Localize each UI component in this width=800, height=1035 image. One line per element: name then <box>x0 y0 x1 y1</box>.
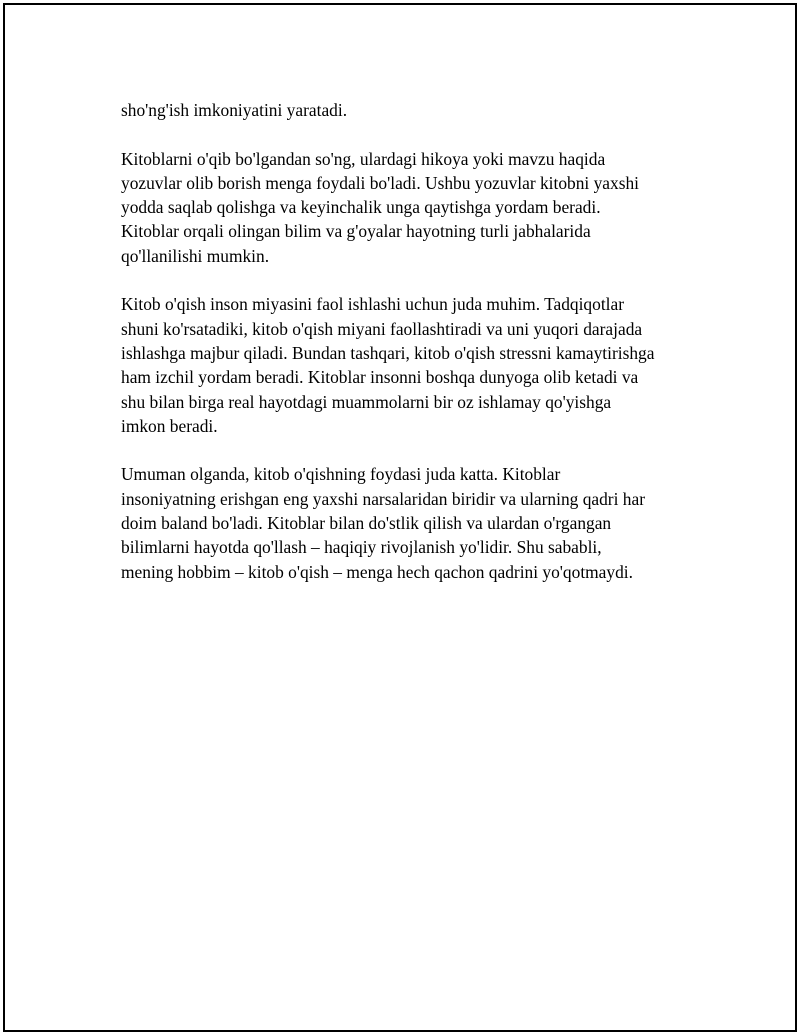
paragraph-3 <box>121 292 711 438</box>
paragraph-1 <box>121 98 711 122</box>
text-line: qo'llanilishi mumkin. <box>121 245 270 266</box>
text-line: Kitob o'qish inson miyasini faol ishlashi uchun juda muhim. Tadqiqotlar <box>121 294 624 315</box>
text-line: insoniyatning erishgan eng yaxshi narsalaridan biridir va ularning qadri har <box>121 488 645 509</box>
paragraph-2 <box>121 147 711 268</box>
text-line: imkon beradi. <box>121 415 218 436</box>
text-line: ishlashga majbur qiladi. Bundan tashqari, kitob o'qish stressni kamaytirishga <box>121 342 655 363</box>
text-line: doim baland bo'ladi. Kitoblar bilan do'stlik qilish va ulardan o'rgangan <box>121 513 612 534</box>
text-line: Kitoblarni o'qib bo'lgandan so'ng, ulardagi hikoya yoki mavzu haqida <box>121 148 606 169</box>
document-body <box>121 98 711 608</box>
text-line: yodda saqlab qolishga va keyinchalik unga qaytishga yordam beradi. <box>121 197 601 218</box>
text-line: ham izchil yordam beradi. Kitoblar insonni boshqa dunyoga olib ketadi va <box>121 367 639 388</box>
page-border <box>3 3 797 1032</box>
text-line: Kitoblar orqali olingan bilim va g'oyalar hayotning turli jabhalarida <box>121 221 591 242</box>
text-line: shuni ko'rsatadiki, kitob o'qish miyani faollashtiradi va uni yuqori darajada <box>121 318 643 339</box>
paragraph-4 <box>121 462 711 583</box>
text-line: mening hobbim – kitob o'qish – menga hech qachon qadrini yo'qotmaydi. <box>121 561 633 582</box>
text-line: bilimlarni hayotda qo'llash – haqiqiy rivojlanish yo'lidir. Shu sababli, <box>121 537 602 558</box>
text-line: Umuman olganda, kitob o'qishning foydasi juda katta. Kitoblar <box>121 464 561 485</box>
text-line: shu bilan birga real hayotdagi muammolarni bir oz ishlamay qo'yishga <box>121 391 612 412</box>
text-line: sho'ng'ish imkoniyatini yaratadi. <box>121 100 348 120</box>
text-line: yozuvlar olib borish menga foydali bo'ladi. Ushbu yozuvlar kitobni yaxshi <box>121 172 639 193</box>
